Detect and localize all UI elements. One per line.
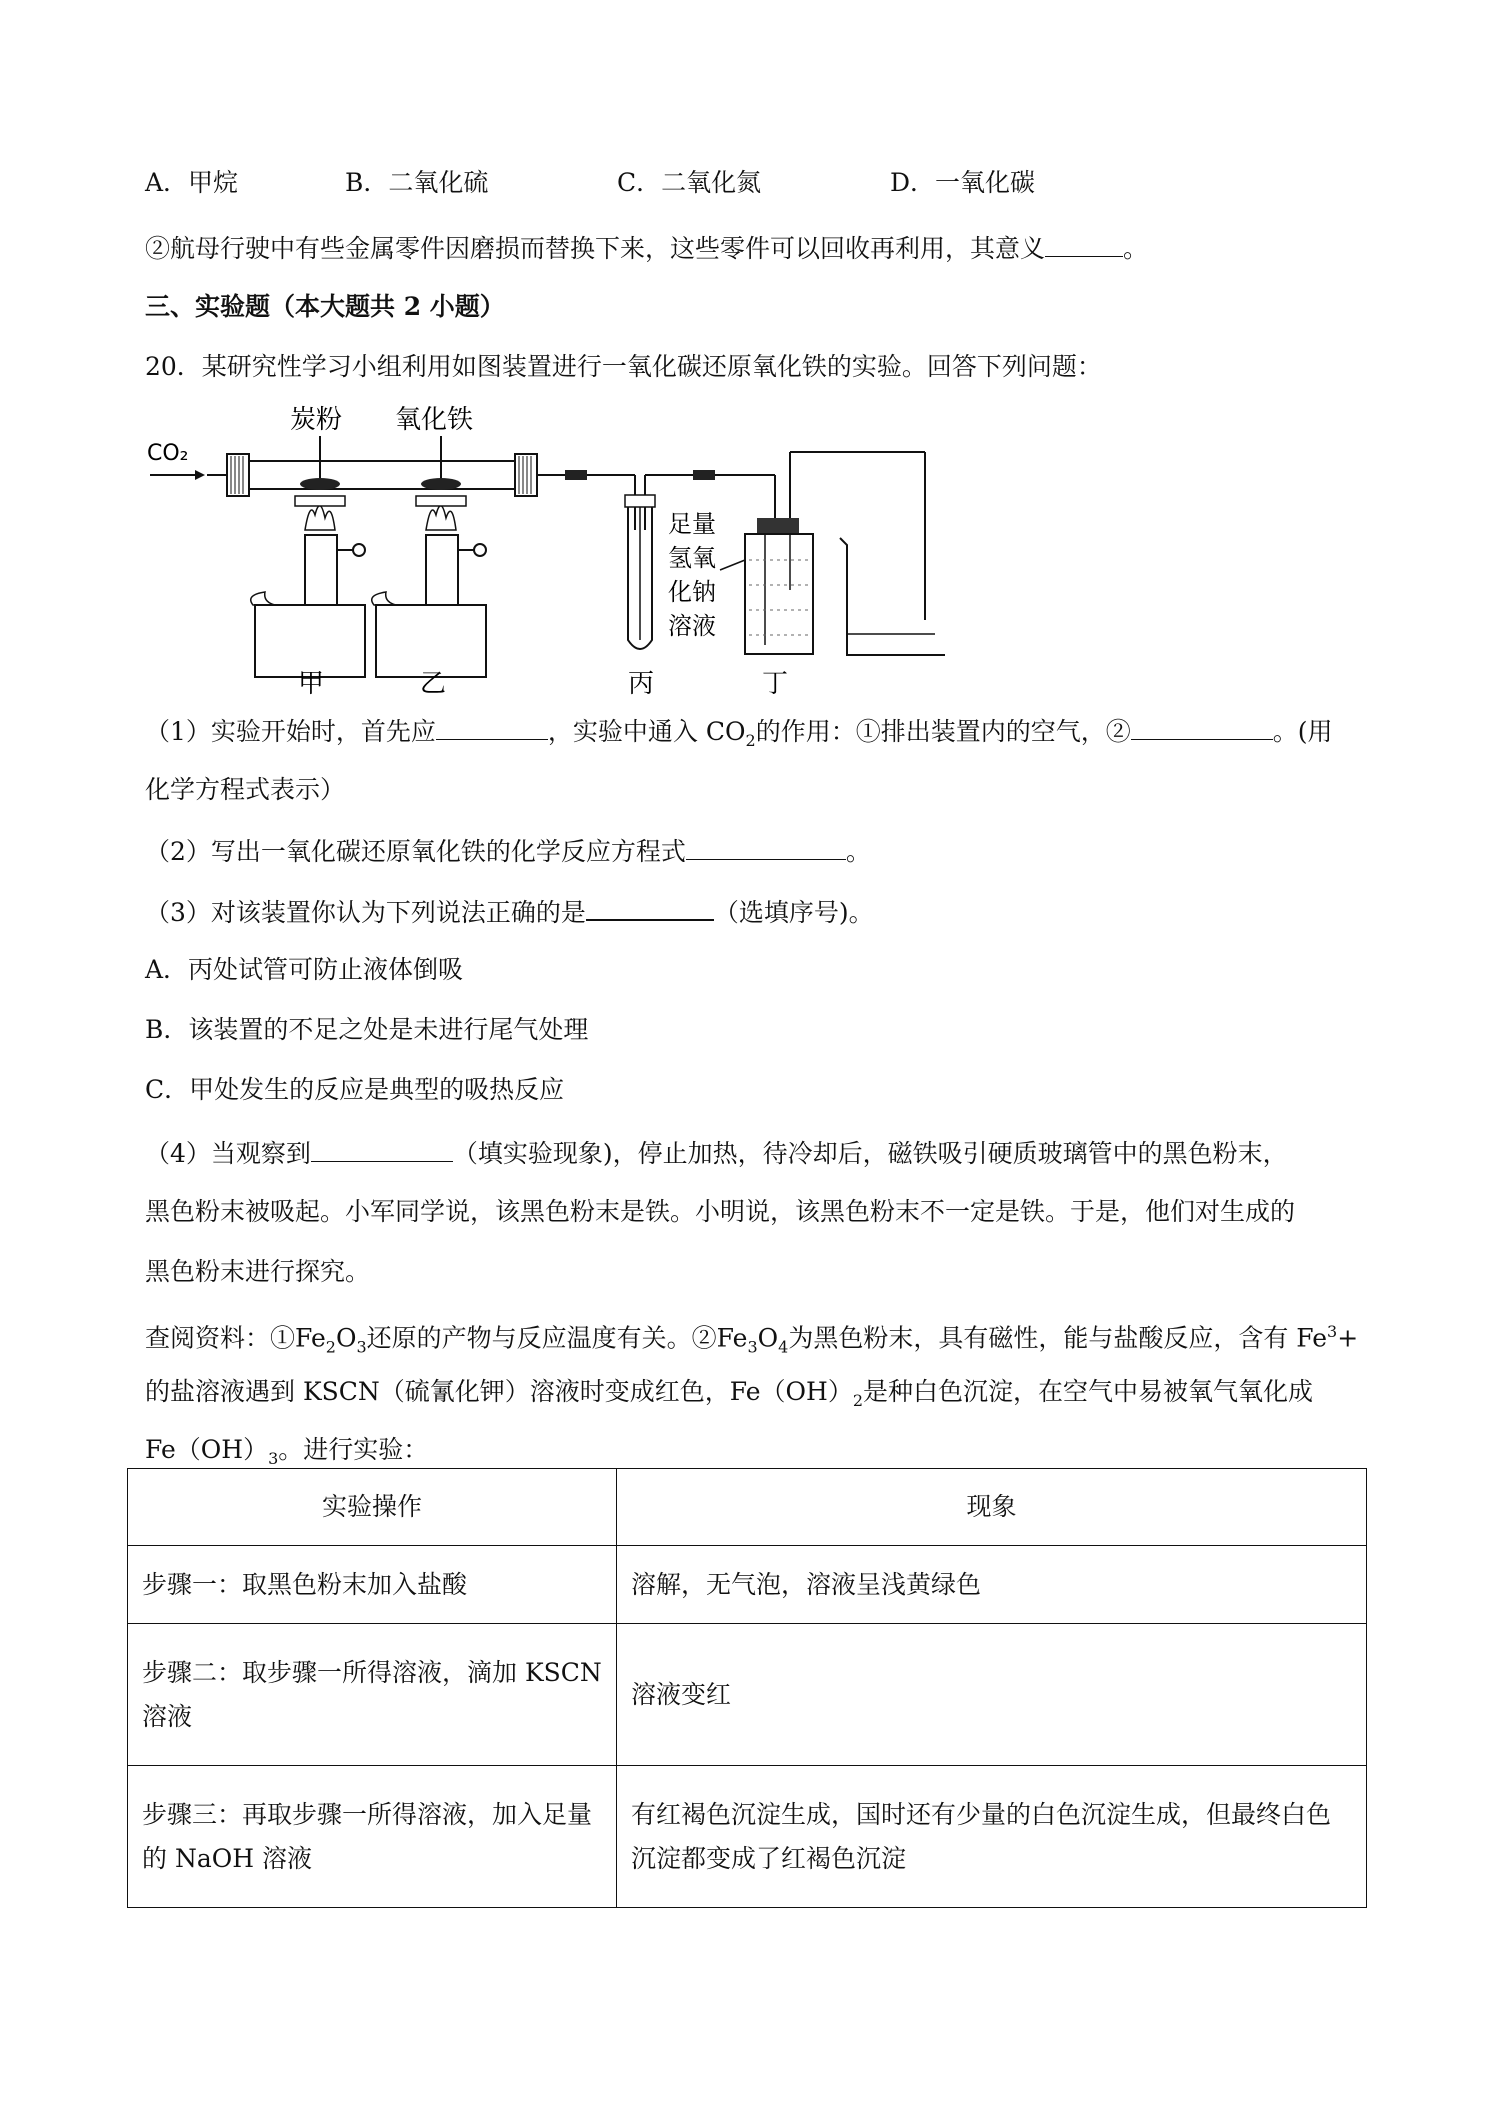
table-cell: 溶液变红 — [617, 1624, 1367, 1766]
q20-3-end: （选填序号)。 — [713, 898, 874, 927]
table-cell: 步骤二：取步骤一所得溶液，滴加 KSCN 溶液 — [128, 1624, 617, 1766]
table-row — [128, 1624, 1367, 1766]
beaker — [840, 538, 945, 655]
co2-label: CO₂ — [147, 441, 189, 466]
label-jia: 甲 — [298, 669, 325, 695]
q20-2-end: 。 — [845, 837, 871, 866]
table-cell: 有红褐色沉淀生成，国时还有少量的白色沉淀生成，但最终白色沉淀都变成了红褐色沉淀 — [617, 1766, 1367, 1908]
q20-1-text: （1）实验开始时，首先应 — [145, 717, 436, 746]
table-cell: 溶解，无气泡，溶液呈浅黄绿色 — [617, 1546, 1367, 1624]
answer-blank[interactable] — [311, 1135, 453, 1162]
table-cell: 步骤一：取黑色粉末加入盐酸 — [128, 1546, 617, 1624]
experiment-table — [127, 1468, 1367, 1908]
q20-3-option-c: C．甲处发生的反应是典型的吸热反应 — [145, 1075, 565, 1104]
table-header-row — [128, 1469, 1367, 1546]
q20-1-text-d: 。(用 — [1272, 717, 1333, 746]
answer-blank[interactable] — [436, 713, 548, 740]
reference-line3: $Fe(OH)_3$。进行实验： — [145, 1435, 429, 1468]
reference-line1: 查阅资料：$①Fe_2O_3$还原的产物与反应温度有关。$②Fe_3O_4$为黑色粉末，具有磁性，能与盐酸反应，含有 $Fe^3+$ — [145, 1322, 1359, 1357]
carbon-label: 炭粉 — [290, 405, 343, 435]
q20-4-line2: 黑色粉末被吸起。小军同学说，该黑色粉末是铁。小明说，该黑色粉末不一定是铁。于是，他们对生成的 — [145, 1197, 1296, 1226]
q20-1-text-b: ，实验中通入 CO — [547, 717, 746, 746]
q20-4-text: （4）当观察到 — [145, 1139, 311, 1168]
test-tube-bing — [625, 495, 655, 649]
option-a: A．甲烷 — [145, 168, 239, 197]
question-20-intro: 20．某研究性学习小组利用如图装置进行一氧化碳还原氧化铁的实验。回答下列问题： — [145, 352, 1102, 381]
q19-part2-end: 。 — [1123, 234, 1149, 263]
answer-blank[interactable] — [586, 893, 714, 921]
q20-4-line1 — [145, 1135, 1288, 1171]
option-d: D．一氧化碳 — [890, 168, 1036, 197]
q20-3 — [145, 893, 874, 930]
wash-bottle-ding — [745, 452, 925, 654]
option-c: C．二氧化氮 — [617, 168, 762, 197]
co2-arrowhead — [195, 470, 205, 480]
q19-part2 — [145, 230, 1148, 266]
reference-line2: 的盐溶液遇到 KSCN（硫氰化钾）溶液时变成红色，$Fe(OH)_2$是种白色沉淀，在空气中易被氧气氧化成 — [145, 1377, 1314, 1410]
section-title: 三、实验题（本大题共 2 小题） — [145, 292, 505, 321]
q20-2-text: （2）写出一氧化碳还原氧化铁的化学反应方程式 — [145, 837, 686, 866]
glass-tube — [207, 454, 537, 496]
label-ding: 丁 — [762, 669, 789, 695]
q20-1-line1 — [145, 713, 1332, 758]
iron-oxide-powder — [421, 478, 461, 490]
header-operation: 实验操作 — [128, 1469, 617, 1546]
table-row — [128, 1546, 1367, 1624]
burner-yi — [372, 496, 486, 677]
carbon-powder — [300, 478, 340, 490]
table-cell: 步骤三：再取步骤一所得溶液，加入足量的 NaOH 溶液 — [128, 1766, 617, 1908]
q19-part2-text: ②航母行驶中有些金属零件因磨损而替换下来，这些零件可以回收再利用，其意义 — [145, 234, 1046, 263]
q20-4-text-b: （填实验现象)，停止加热，待冷却后，磁铁吸引硬质玻璃管中的黑色粉末， — [452, 1139, 1288, 1168]
label-yi: 乙 — [420, 669, 447, 695]
connecting-tubes — [537, 470, 775, 540]
q20-4-line3: 黑色粉末进行探究。 — [145, 1257, 371, 1286]
q20-1-line2: 化学方程式表示） — [145, 775, 346, 804]
q20-3-option-a: A．丙处试管可防止液体倒吸 — [145, 955, 464, 984]
answer-blank[interactable] — [686, 833, 846, 860]
answer-blank[interactable] — [1131, 713, 1273, 740]
label-bing: 丙 — [628, 669, 655, 695]
iron-oxide-label: 氧化铁 — [395, 405, 474, 435]
header-phenomenon: 现象 — [617, 1469, 1367, 1546]
q20-2 — [145, 833, 871, 869]
apparatus-diagram — [145, 400, 945, 695]
table-row — [128, 1766, 1367, 1908]
answer-blank[interactable] — [1045, 230, 1123, 257]
q20-3-text: （3）对该装置你认为下列说法正确的是 — [145, 898, 586, 927]
q20-1-sub: 2 — [745, 731, 756, 750]
q20-1-text-c: 的作用：①排出装置内的空气，② — [755, 717, 1131, 746]
burner-jia — [251, 496, 365, 677]
naoh-label: 足量 氢氧 化钠 溶液 — [668, 510, 716, 640]
option-b: B．二氧化硫 — [345, 168, 489, 197]
q20-3-option-b: B．该装置的不足之处是未进行尾气处理 — [145, 1015, 589, 1044]
